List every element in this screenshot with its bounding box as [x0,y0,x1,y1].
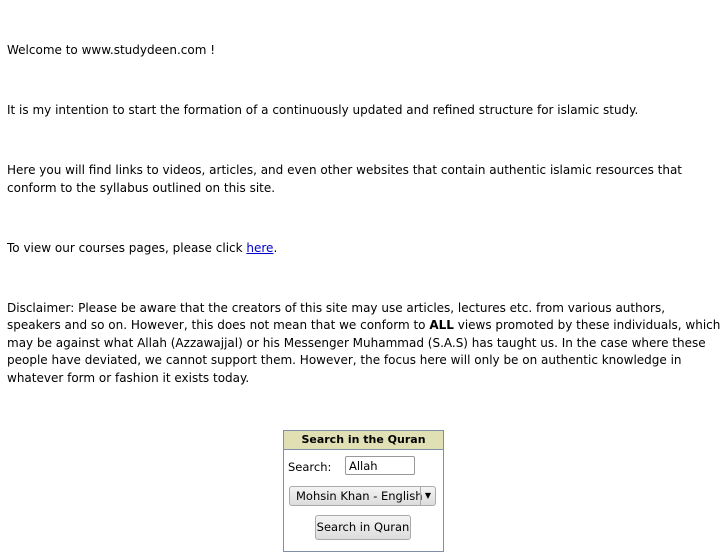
links-text: Here you will find links to videos, articles, and even other websites that contain authentic islamic resources that conform to the syllabus outlined on this site. [7,163,683,195]
search-quran-button[interactable]: Search in Quran [315,515,411,540]
disclaimer-part: Disclaimer: Please be aware that the creators of this site may use articles, lectures etc. from various authors, speakers and so on. However, this does not mean that we conform to [7,300,666,332]
translation-select[interactable] [289,486,436,506]
translation-selected: Mohsin Khan - English [296,489,423,503]
quran-search-box [283,430,444,552]
dropdown-arrow-icon[interactable]: ▼ [420,487,435,505]
courses-link[interactable]: here [246,240,274,255]
search-label: Search: [288,460,332,474]
courses-text-after: . [273,240,278,255]
courses-text [7,240,722,258]
disclaimer-text [7,300,722,388]
search-box-title: Search in the Quran [284,431,443,450]
disclaimer-bold: ALL [429,318,454,332]
welcome-text: Welcome to www.studydeen.com ! [7,43,216,57]
search-input[interactable]: Allah [345,456,415,475]
main-content [7,42,722,430]
courses-text-before: To view our courses pages, please click [7,240,247,255]
intention-text: It is my intention to start the formation of a continuously updated and refined structure for islamic study. [7,103,639,117]
disclaimer-part: views promoted by these individuals, which may be against what Allah (Azzawajjal) or his Messenger Muhammad (S.A.S) has taught us. In the case where these people have deviated, we cannot support them. However, the focus here will only be on authentic knowledge in whatever form or fashion it exists today. [7,318,721,385]
